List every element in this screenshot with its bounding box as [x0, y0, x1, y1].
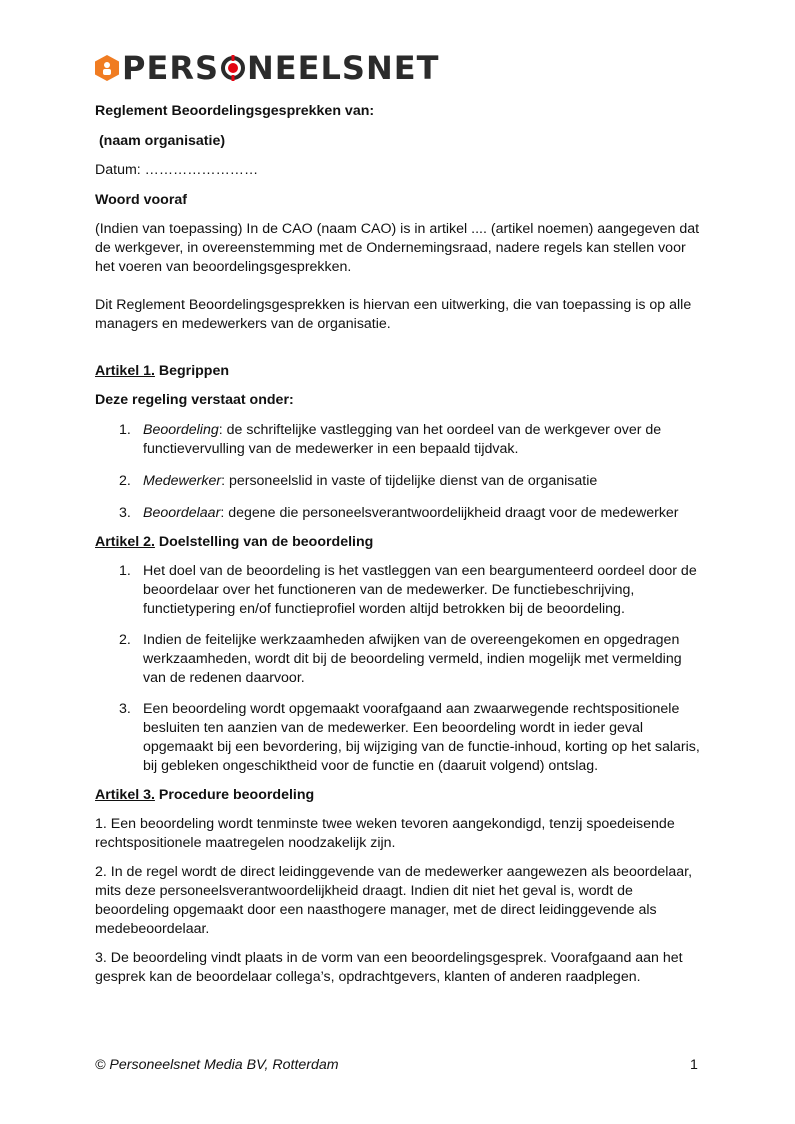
logo-wordmark: P ERS NEELSNET: [122, 49, 440, 87]
article-2-heading: Artikel 2. Doelstelling van de beoordeling: [95, 534, 374, 550]
footer-copyright: © Personeelsnet Media BV, Rotterdam: [95, 1057, 339, 1073]
logo-target-icon: [220, 55, 246, 81]
article-3-heading: Artikel 3. Procedure beoordeling: [95, 787, 315, 803]
document-body: [95, 102, 705, 987]
list-item: 2. Indien de feitelijke werkzaamheden afwijken van de overeengekomen en opgedragen werkzaamheden, wordt dit bij de beoordeling vermeld, indien mogelijk met vermelding van de redenen daarvoor.: [119, 632, 682, 686]
article-3-paragraph-1: 1. Een beoordeling wordt tenminste twee weken tevoren aangekondigd, tenzij spoedeisende rechtspositionele maatregelen noodzakelijk zijn.: [95, 816, 675, 851]
foreword-paragraph-1: (Indien van toepassing) In de CAO (naam CAO) is in artikel .... (artikel noemen) aangegeven dat de werkgever, in overeenstemming met de Ondernemingsraad, nadere regels kan stellen voor het voeren van beoordelingsgesprekken.: [95, 221, 700, 275]
list-item: 3. Een beoordeling wordt opgemaakt voorafgaand aan zwaarwegende rechtspositionele besluiten ten aanzien van de medewerker. Een beoordeling wordt in ieder geval opgemaakt bij een bevordering, bij wijziging van de functie-inhoud, korting op het salaris, bij gebleken ongeschiktheid voor de functie en (daaruit volgend) ontslag.: [119, 701, 700, 774]
organisation-name: (naam organisatie): [95, 133, 226, 149]
article-3-paragraph-2: 2. In de regel wordt de direct leidinggevende van de medewerker aangewezen als beoordelaar, mits deze personeelsverantwoordelijkheid draagt. Indien dit niet het geval is, wordt de beoordeling opgemaakt door een naasthogere manager, met de direct leidinggevende als medebeoordelaar.: [95, 864, 693, 937]
list-item: 1. Het doel van de beoordeling is het vastleggen van een beargumenteerd oordeel door de beoordelaar over het functioneren van de medewerker. De functiebeschrijving, functietypering en/of functieprofiel worden altijd betrokken bij de beoordeling.: [119, 563, 697, 617]
article-3-paragraph-3: 3. De beoordeling vindt plaats in de vorm van een beoordelingsgesprek. Voorafgaand aan het gesprek kan de beoordelaar collega’s, opdrachtgevers, klanten of anderen raadplegen.: [95, 950, 683, 985]
list-item: 3. Beoordelaar: degene die personeelsverantwoordelijkheid draagt voor de medewerker: [119, 505, 679, 521]
article-1-intro: Deze regeling verstaat onder:: [95, 392, 294, 408]
personeelsnet-logo: [95, 50, 439, 86]
foreword-heading: Woord vooraf: [95, 192, 187, 208]
list-item: 2. Medewerker: personeelslid in vaste of tijdelijke dienst van de organisatie: [119, 473, 598, 489]
article-2-list: [95, 562, 705, 776]
document-title: Reglement Beoordelingsgesprekken van:: [95, 103, 375, 119]
article-1-list: [95, 421, 705, 523]
logo-hexagon-icon: [95, 55, 119, 81]
article-1-heading: Artikel 1. Begrippen: [95, 363, 230, 379]
page-number: 1: [690, 1057, 698, 1073]
foreword-paragraph-2: Dit Reglement Beoordelingsgesprekken is hiervan een uitwerking, die van toepassing is op alle managers en medewerkers van de organisatie.: [95, 297, 692, 332]
date-line: Datum: ……………………: [95, 162, 259, 178]
list-item: 1. Beoordeling: de schriftelijke vastlegging van het oordeel van de werkgever over de functievervulling van de medewerker in een bepaald tijdvak.: [119, 422, 662, 457]
